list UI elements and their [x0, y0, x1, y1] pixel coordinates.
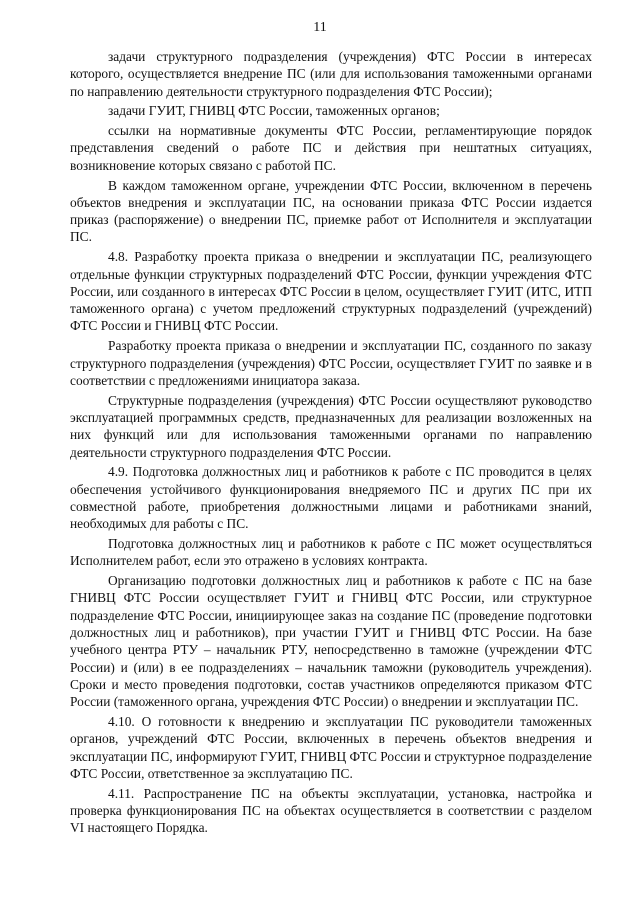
paragraph-8: 4.9. Подготовка должностных лиц и работников к работе с ПС проводится в целях обеспечения устойчивого функционирования внедряемого ПС и других ПС при их совместной работе, приобретения должностными лицами и работниками знаний, необходимых для работы с ПС. — [70, 464, 592, 532]
paragraph-10: Организацию подготовки должностных лиц и работников к работе с ПС на базе ГНИВЦ ФТС России осуществляет ГУИТ и ГНИВЦ ФТС России, или структурное подразделение ФТС России, инициирующее заказ на создание ПС (проведение подготовки должностных лиц и работников), при участии ГУИТ и ГНИВЦ ФТС России. На базе учебного центра РТУ – начальник РТУ, непосредственно в таможне (учреждении ФТС России) и (или) в ее подразделениях – начальник таможни (руководитель учреждения). Сроки и место проведения подготовки, состав участников определяются приказом ФТС России (таможенного органа, учреждения ФТС России) о внедрении и эксплуатации ПС. — [70, 573, 592, 710]
paragraph-1: задачи структурного подразделения (учреждения) ФТС России в интересах которого, осуществляется внедрение ПС (или для использования таможенными органами по направлению деятельности структурного подразделения ФТС России); — [70, 49, 592, 99]
paragraph-6: Разработку проекта приказа о внедрении и эксплуатации ПС, созданного по заказу структурного подразделения (учреждения) ФТС России, осуществляет ГУИТ по заявке и в соответствии с предложениями инициатора заказа. — [70, 338, 592, 388]
paragraph-12: 4.11. Распространение ПС на объекты эксплуатации, установка, настройка и проверка функционирования ПС на объектах осуществляется в соответствии с разделом VI настоящего Порядка. — [70, 785, 592, 836]
document-body — [70, 48, 592, 839]
paragraph-2: задачи ГУИТ, ГНИВЦ ФТС России, таможенных органов; — [108, 103, 440, 119]
paragraph-7: Структурные подразделения (учреждения) ФТС России осуществляют руководство эксплуатацией программных средств, предназначенных для реализации возложенных на них функций или для использования таможенными органами по направлению деятельности структурного подразделения ФТС России. — [70, 392, 592, 460]
paragraph-3: ссылки на нормативные документы ФТС России, регламентирующие порядок представления сведений о работе ПС и действия при нештатных ситуациях, возникновение которых связано с работой ПС. — [70, 123, 592, 173]
paragraph-5: 4.8. Разработку проекта приказа о внедрении и эксплуатации ПС, реализующего отдельные функции структурных подразделений ФТС России, функции учреждения ФТС России, или созданного в интересах ФТС России в целом, осуществляет ГУИТ (ИТС, ИТП таможенного органа) с учетом предложений структурных подразделений (учреждений) ФТС России и ГНИВЦ ФТС России. — [70, 249, 592, 334]
paragraph-9: Подготовка должностных лиц и работников к работе с ПС может осуществляться Исполнителем работ, если это отражено в условиях контракта. — [70, 536, 592, 569]
paragraph-11: 4.10. О готовности к внедрению и эксплуатации ПС руководители таможенных органов, учреждений ФТС России, включенных в перечень объектов внедрения и эксплуатации ПС, информируют ГУИТ, ГНИВЦ ФТС России и структурное подразделение ФТС России, ответственное за эксплуатацию ПС. — [70, 713, 592, 781]
page-number: 11 — [313, 20, 327, 35]
paragraph-4: В каждом таможенном органе, учреждении ФТС России, включенном в перечень объектов внедрения и эксплуатации ПС, на основании приказа ФТС России издается приказ (распоряжение) о внедрении ПС, приемке работ от Исполнителя и эксплуатации ПС. — [70, 177, 592, 245]
